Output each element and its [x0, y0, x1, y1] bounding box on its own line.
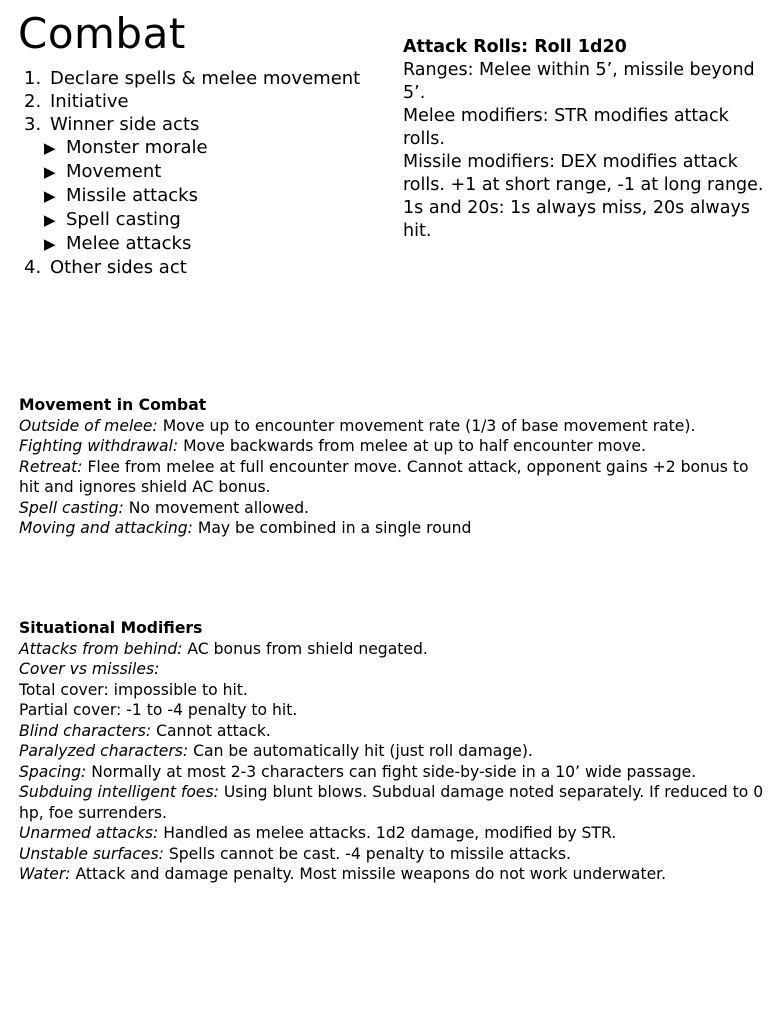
- triangle-bullet-icon: ▶: [44, 235, 56, 253]
- rule-entry: [19, 498, 767, 519]
- rule-term: Paralyzed characters:: [19, 742, 189, 760]
- rule-text: Cannot attack.: [151, 721, 271, 740]
- triangle-bullet-icon: ▶: [44, 187, 56, 205]
- rule-term: Water:: [19, 865, 71, 883]
- rule-text: Spells cannot be cast. -4 penalty to missile attacks.: [163, 844, 571, 863]
- triangle-bullet-icon: ▶: [44, 211, 56, 229]
- rule-text: Flee from melee at full encounter move. Cannot attack, opponent gains +2 bonus to hit and ignores shield AC bonus.: [19, 457, 749, 496]
- sequence-text: Missile attacks: [66, 185, 198, 206]
- rule-entry: [19, 518, 767, 539]
- rule-entry: [19, 823, 767, 844]
- sequence-substep: [24, 232, 394, 256]
- rule-term: Spacing:: [19, 762, 87, 781]
- rule-term: Spell casting:: [19, 498, 124, 517]
- rule-term: Fighting withdrawal:: [19, 437, 179, 455]
- rule-text: Normally at most 2-3 characters can fight side-by-side in a 10’ wide passage.: [86, 762, 697, 781]
- rule-text: Using blunt blows. Subdual damage noted separately. If reduced to 0 hp, foe surrenders.: [19, 783, 764, 822]
- rule-text: Total cover: impossible to hit.: [19, 680, 248, 699]
- rule-term: Unarmed attacks:: [19, 824, 159, 842]
- rule-entry: [19, 680, 767, 701]
- rule-entry: [19, 700, 767, 721]
- rule-term: Cover vs missiles:: [19, 660, 160, 678]
- rule-text: May be combined in a single round: [192, 519, 472, 537]
- sequence-step: [24, 90, 394, 113]
- rule-entry: [19, 436, 767, 457]
- page-title: Combat: [18, 9, 186, 58]
- sequence-text: Monster morale: [66, 137, 208, 158]
- sequence-text: Declare spells & melee movement: [50, 68, 361, 89]
- rule-text: Partial cover: -1 to -4 penalty to hit.: [19, 701, 298, 719]
- combat-sequence-list: [24, 67, 394, 279]
- sequence-step: [24, 256, 394, 279]
- rule-term: Subduing intelligent foes:: [19, 783, 219, 801]
- attack-rolls-line: 1s and 20s: 1s always miss, 20s always hit.: [403, 198, 750, 241]
- step-number: 3.: [24, 114, 42, 135]
- rule-term: Outside of melee:: [19, 416, 158, 435]
- triangle-bullet-icon: ▶: [44, 139, 56, 157]
- rule-entry: [19, 416, 767, 437]
- attack-rolls-line: Missile modifiers: DEX modifies attack rolls. +1 at short range, -1 at long range.: [403, 152, 764, 195]
- rule-entry: [19, 639, 767, 660]
- rule-entry: [19, 721, 767, 742]
- rule-entry: [19, 762, 767, 783]
- situational-modifiers-section: [19, 618, 767, 885]
- step-number: 1.: [24, 68, 42, 89]
- situational-heading: Situational Modifiers: [19, 619, 203, 637]
- attack-rolls-section: [403, 36, 765, 243]
- sequence-substep: [24, 160, 394, 184]
- rule-entry: [19, 659, 767, 680]
- sequence-substep: [24, 136, 394, 160]
- rule-entry: [19, 782, 767, 823]
- sequence-text: Winner side acts: [50, 114, 200, 135]
- rule-text: Can be automatically hit (just roll damage).: [188, 742, 533, 760]
- rule-text: Move up to encounter movement rate (1/3 of base movement rate).: [157, 416, 696, 435]
- rule-term: Moving and attacking:: [19, 519, 193, 537]
- rule-text: No movement allowed.: [123, 498, 310, 517]
- rule-term: Attacks from behind:: [19, 639, 183, 658]
- rule-entry: [19, 741, 767, 762]
- rule-term: Blind characters:: [19, 721, 152, 740]
- rule-entry: [19, 457, 767, 498]
- rule-entry: [19, 864, 767, 885]
- attack-rolls-line: Ranges: Melee within 5’, missile beyond 5’.: [403, 60, 755, 103]
- attack-rolls-heading: Attack Rolls: Roll 1d20: [403, 37, 627, 57]
- sequence-text: Movement: [66, 161, 162, 182]
- movement-in-combat-section: [19, 395, 767, 539]
- sequence-text: Other sides act: [50, 257, 187, 278]
- sequence-step: [24, 67, 394, 90]
- rule-text: AC bonus from shield negated.: [182, 639, 428, 658]
- rule-term: Unstable surfaces:: [19, 844, 164, 863]
- sequence-step: [24, 113, 394, 136]
- sequence-text: Initiative: [50, 91, 129, 112]
- rule-text: Attack and damage penalty. Most missile weapons do not work underwater.: [70, 865, 667, 883]
- rule-entry: [19, 844, 767, 865]
- rule-term: Retreat:: [19, 457, 83, 476]
- rule-text: Move backwards from melee at up to half encounter move.: [178, 437, 646, 455]
- movement-heading: Movement in Combat: [19, 396, 207, 414]
- triangle-bullet-icon: ▶: [44, 163, 56, 181]
- sequence-substep: [24, 184, 394, 208]
- step-number: 4.: [24, 257, 42, 278]
- sequence-text: Spell casting: [66, 209, 181, 230]
- attack-rolls-line: Melee modifiers: STR modifies attack rolls.: [403, 106, 729, 149]
- rule-text: Handled as melee attacks. 1d2 damage, modified by STR.: [158, 824, 617, 842]
- sequence-text: Melee attacks: [66, 233, 192, 254]
- sequence-substep: [24, 208, 394, 232]
- step-number: 2.: [24, 91, 42, 112]
